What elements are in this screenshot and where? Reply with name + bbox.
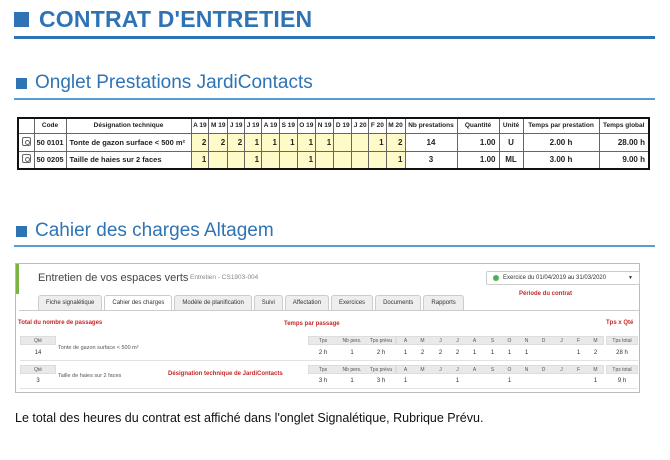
col-month: D 19 bbox=[334, 118, 352, 133]
section1-rule bbox=[14, 98, 655, 100]
tps-prevu-header: Tps prévu bbox=[369, 338, 393, 344]
month-header: J bbox=[456, 367, 459, 373]
qte-header: Qté bbox=[33, 367, 43, 373]
month-cell[interactable] bbox=[334, 151, 352, 169]
exercise-select[interactable] bbox=[486, 271, 640, 285]
row2-qte: 3 bbox=[36, 378, 40, 384]
row1-qte: 14 bbox=[34, 350, 42, 356]
col-temps-prestation: Temps par prestation bbox=[523, 118, 599, 133]
tps-header: Tps bbox=[318, 338, 328, 344]
row2-nb: 1 bbox=[350, 378, 354, 384]
annotation-periode: Période du contrat bbox=[519, 291, 573, 297]
row1-prevu: 2 h bbox=[376, 350, 386, 356]
col-temps-global: Temps global bbox=[599, 118, 649, 133]
month-header: M bbox=[420, 338, 425, 344]
month-header: M bbox=[593, 367, 598, 373]
tps-prevu-header: Tps prévu bbox=[369, 367, 393, 373]
nb-pers-header: Nb pers. bbox=[342, 338, 362, 344]
col-month: N 19 bbox=[316, 118, 334, 133]
month-header: J bbox=[439, 338, 442, 344]
row-select-icon[interactable] bbox=[22, 154, 31, 163]
row2-prevu: 3 h bbox=[376, 378, 386, 384]
month-cell[interactable]: 1 bbox=[297, 151, 315, 169]
month-cell[interactable] bbox=[316, 151, 334, 169]
prestations-header-row bbox=[18, 118, 649, 133]
exercise-label: Exercice du 01/04/2019 au 31/03/2020 bbox=[503, 275, 607, 281]
tps-header: Tps bbox=[318, 367, 328, 373]
month-cell[interactable]: 1 bbox=[262, 133, 280, 151]
col-month: A 19 bbox=[191, 118, 209, 133]
month-value: 1 bbox=[403, 378, 408, 384]
row-temps: 2.00 h bbox=[523, 133, 599, 151]
section-square-icon bbox=[16, 226, 27, 237]
month-header: S bbox=[490, 367, 495, 373]
month-header: O bbox=[507, 338, 512, 344]
accent-bar bbox=[16, 264, 19, 294]
section1-heading bbox=[16, 72, 313, 94]
month-value: 1 bbox=[490, 350, 495, 356]
month-cell[interactable]: 1 bbox=[297, 133, 315, 151]
month-header: J bbox=[439, 367, 442, 373]
row-code: 50 0101 bbox=[34, 133, 66, 151]
month-header: S bbox=[490, 338, 495, 344]
month-cell[interactable]: 2 bbox=[209, 133, 228, 151]
col-designation: Désignation technique bbox=[66, 118, 191, 133]
col-month: A 19 bbox=[262, 118, 280, 133]
qte-header: Qté bbox=[33, 338, 43, 344]
title-rule bbox=[14, 36, 655, 39]
tab-fiche[interactable]: Fiche signalétique bbox=[38, 295, 102, 310]
tab-modele[interactable]: Modèle de planification bbox=[174, 295, 251, 310]
month-value: 2 bbox=[593, 350, 598, 356]
month-cell[interactable]: 2 bbox=[191, 133, 209, 151]
col-month: M 19 bbox=[209, 118, 228, 133]
tps-total-header: Tps total bbox=[612, 367, 632, 373]
month-header: J bbox=[560, 367, 563, 373]
row1-nb: 1 bbox=[350, 350, 354, 356]
month-header: J bbox=[560, 338, 563, 344]
month-cell[interactable] bbox=[352, 151, 369, 169]
status-dot-icon bbox=[493, 275, 499, 281]
col-quantite: Quantité bbox=[457, 118, 499, 133]
month-cell[interactable] bbox=[369, 151, 386, 169]
month-cell[interactable] bbox=[262, 151, 280, 169]
month-header: F bbox=[576, 367, 581, 373]
month-cell[interactable]: 1 bbox=[369, 133, 386, 151]
month-cell[interactable]: 1 bbox=[316, 133, 334, 151]
month-cell[interactable]: 1 bbox=[191, 151, 209, 169]
month-header: A bbox=[403, 338, 408, 344]
month-header: N bbox=[524, 338, 529, 344]
month-cell[interactable] bbox=[209, 151, 228, 169]
month-cell[interactable]: 1 bbox=[386, 151, 405, 169]
month-value: 1 bbox=[507, 378, 512, 384]
row-unite: U bbox=[499, 133, 523, 151]
row-nb-prestations: 3 bbox=[405, 151, 457, 169]
tab-divider bbox=[19, 310, 639, 311]
row1-tps: 2 h bbox=[318, 350, 328, 356]
col-month: S 19 bbox=[279, 118, 297, 133]
nb-pers-header: Nb pers. bbox=[342, 367, 362, 373]
heading-square-icon bbox=[14, 12, 29, 27]
section1-title: Onglet Prestations JardiContacts bbox=[35, 72, 313, 93]
month-cell[interactable] bbox=[228, 151, 245, 169]
row-global: 28.00 h bbox=[599, 133, 649, 151]
altagem-title: Entretien de vos espaces verts bbox=[38, 272, 189, 284]
row-select-icon[interactable] bbox=[22, 137, 31, 146]
row1-total: 28 h bbox=[616, 350, 628, 356]
row1-label: Tonte de gazon surface < 500 m² bbox=[58, 345, 139, 351]
row-temps: 3.00 h bbox=[523, 151, 599, 169]
month-header: J bbox=[456, 338, 459, 344]
annotation-temps-passage: Temps par passage bbox=[284, 321, 340, 327]
altagem-screenshot bbox=[15, 263, 640, 393]
col-month: J 20 bbox=[352, 118, 369, 133]
tps-total-header: Tps total bbox=[612, 338, 632, 344]
month-value: 2 bbox=[438, 350, 443, 356]
main-heading bbox=[14, 6, 312, 33]
month-value: 2 bbox=[455, 350, 460, 356]
section2-heading bbox=[16, 220, 274, 242]
tab-documents[interactable]: Documents bbox=[375, 295, 421, 310]
month-value: 1 bbox=[507, 350, 512, 356]
table-row[interactable] bbox=[18, 133, 649, 151]
row2-label: Taille de haies sur 2 faces bbox=[58, 373, 122, 379]
col-month: J 19 bbox=[228, 118, 245, 133]
row-quantite: 1.00 bbox=[457, 133, 499, 151]
annotation-designation: Désignation technique de JardiContacts bbox=[168, 371, 283, 377]
month-header: A bbox=[403, 367, 408, 373]
month-value: 1 bbox=[455, 378, 460, 384]
month-value: 1 bbox=[472, 350, 477, 356]
month-value: 1 bbox=[403, 350, 408, 356]
row-global: 9.00 h bbox=[599, 151, 649, 169]
tab-cahier[interactable]: Cahier des charges bbox=[104, 295, 172, 310]
footer-text: Le total des heures du contrat est affiché dans l'onglet Signalétique, Rubrique Prévu. bbox=[15, 411, 484, 425]
chevron-down-icon: ▼ bbox=[628, 275, 633, 281]
month-cell[interactable]: 1 bbox=[279, 133, 297, 151]
tab-bar bbox=[38, 295, 466, 310]
month-cell[interactable]: 2 bbox=[386, 133, 405, 151]
col-month: F 20 bbox=[369, 118, 386, 133]
tab-exercices[interactable]: Exercices bbox=[331, 295, 373, 310]
col-code: Code bbox=[34, 118, 66, 133]
month-cell[interactable]: 2 bbox=[228, 133, 245, 151]
table-row[interactable] bbox=[18, 151, 649, 169]
section-square-icon bbox=[16, 78, 27, 89]
month-header: A bbox=[472, 338, 477, 344]
section2-title: Cahier des charges Altagem bbox=[35, 220, 274, 241]
month-header: O bbox=[507, 367, 512, 373]
main-title: CONTRAT D'ENTRETIEN bbox=[39, 6, 313, 32]
row-designation: Taille de haies sur 2 faces bbox=[66, 151, 191, 169]
month-header: A bbox=[472, 367, 477, 373]
annotation-tps-qte: Tps x Qté bbox=[606, 320, 634, 326]
col-month: M 20 bbox=[386, 118, 405, 133]
col-nb-prestations: Nb prestations bbox=[405, 118, 457, 133]
month-value: 1 bbox=[524, 350, 529, 356]
month-cell[interactable]: 1 bbox=[245, 151, 262, 169]
row-unite: ML bbox=[499, 151, 523, 169]
tab-affectation[interactable]: Affectation bbox=[285, 295, 329, 310]
tab-rapports[interactable]: Rapports bbox=[423, 295, 463, 310]
row-designation: Tonte de gazon surface < 500 m² bbox=[66, 133, 191, 151]
month-header: M bbox=[593, 338, 598, 344]
month-value: 1 bbox=[576, 350, 581, 356]
month-cell[interactable] bbox=[352, 133, 369, 151]
month-cell[interactable] bbox=[334, 133, 352, 151]
tab-suivi[interactable]: Suivi bbox=[254, 295, 283, 310]
month-value: 1 bbox=[593, 378, 598, 384]
month-header: D bbox=[541, 338, 546, 344]
altagem-subtitle: Entretien - CS1903-004 bbox=[190, 274, 259, 281]
row-code: 50 0205 bbox=[34, 151, 66, 169]
month-value: 2 bbox=[420, 350, 425, 356]
section2-rule bbox=[14, 245, 655, 247]
prestations-table bbox=[17, 117, 650, 170]
month-header: N bbox=[524, 367, 529, 373]
month-cell[interactable]: 1 bbox=[245, 133, 262, 151]
col-unite: Unité bbox=[499, 118, 523, 133]
month-header: F bbox=[576, 338, 581, 344]
col-month: O 19 bbox=[297, 118, 315, 133]
annotation-total-passages: Total du nombre de passages bbox=[18, 320, 103, 326]
row-nb-prestations: 14 bbox=[405, 133, 457, 151]
col-month: J 19 bbox=[245, 118, 262, 133]
row2-tps: 3 h bbox=[318, 378, 328, 384]
month-header: D bbox=[541, 367, 546, 373]
row2-total: 9 h bbox=[617, 378, 627, 384]
month-cell[interactable] bbox=[279, 151, 297, 169]
month-header: M bbox=[420, 367, 425, 373]
row-quantite: 1.00 bbox=[457, 151, 499, 169]
